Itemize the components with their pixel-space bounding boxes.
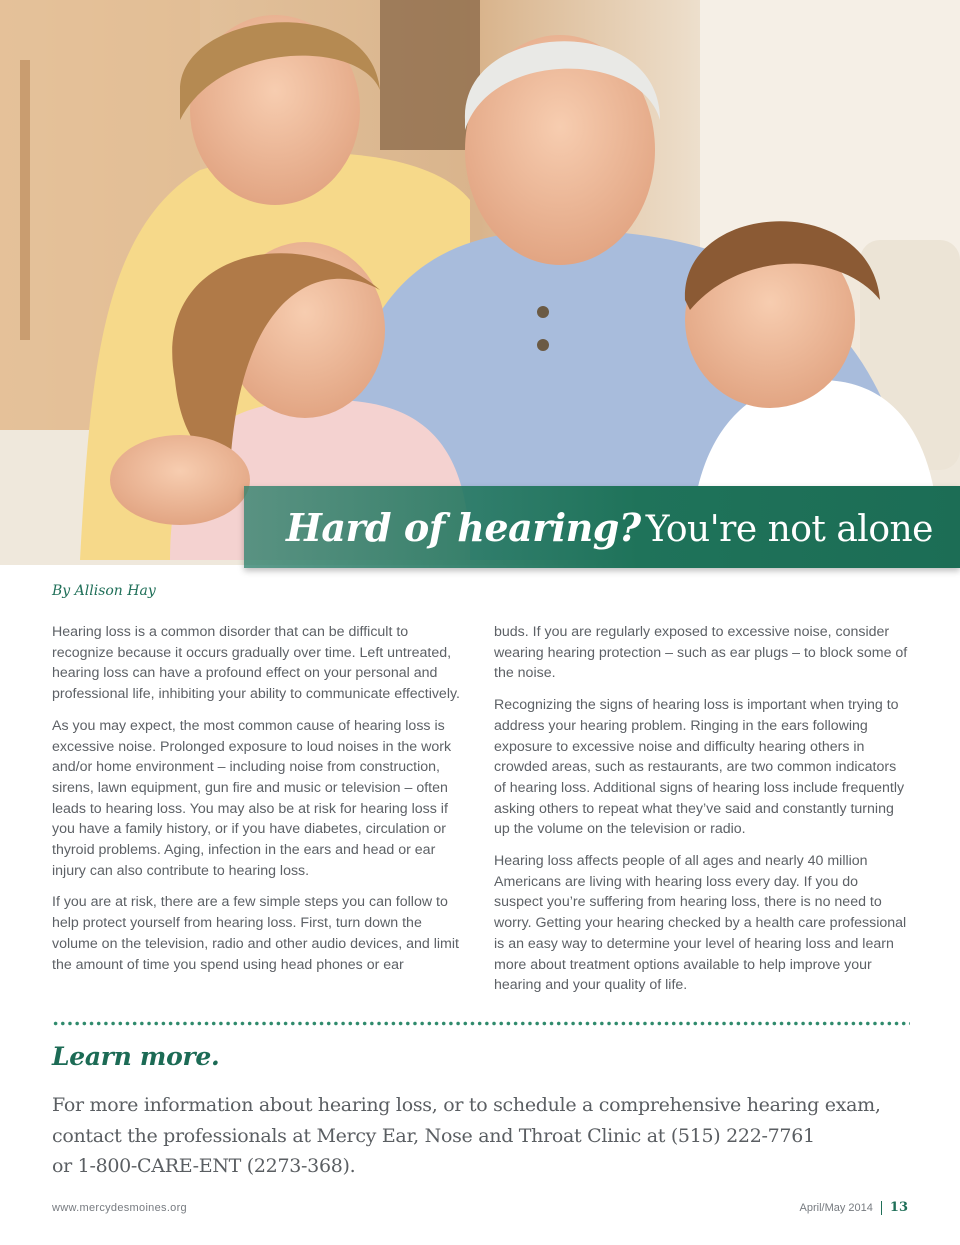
footer-issue-info [800,1200,908,1215]
headline-light: You're not alone [645,509,933,550]
paragraph: Hearing loss is a common disorder that can be difficult to recognize because it occurs gradually over time. Left untreated, hearing loss can have a profound effect on your personal and professional life, inhibiting your ability to communicate effectively. [52,624,460,703]
article-headline [286,502,933,562]
paragraph: If you are at risk, there are a few simple steps you can follow to help protect yourself from hearing loss. First, turn down the volume on the television, radio and other audio devices, and limit the amount of time you spend using head phones or ear [52,894,459,973]
learn-more-body [52,1090,912,1182]
footer-separator [881,1201,882,1215]
article-column-left [52,622,467,986]
hero-photo [0,0,960,565]
footer-url[interactable]: www.mercydesmoines.org [52,1202,187,1214]
headline-bold: Hard of hearing? [286,505,641,550]
article-column-right [494,622,910,1007]
byline: By Allison Hay [52,583,156,599]
issue-date: April/May 2014 [799,1201,873,1214]
paragraph: Hearing loss affects people of all ages and nearly 40 million Americans are living with hearing loss every day. If you do suspect you’re suffering from hearing loss, there is no need to worry. Getting your hearing checked by a health care professional is an easy way to determine your level of hearing loss and learn more about treatment options available to help improve your hearing and your quality of life. [494,853,907,994]
paragraph: buds. If you are regularly exposed to excessive noise, consider wearing hearing protection – such as ear plugs – to block some of the noise. [494,624,908,682]
dotted-divider [52,1021,910,1026]
paragraph: Recognizing the signs of hearing loss is important when trying to address your hearing problem. Ringing in the ears following exposure to excessive noise and difficulty hearing others in crowded areas, such as restaurants, are two common indicators of hearing loss. Additional signs of hearing loss include frequently asking others to repeat what they’ve said and constantly turning up the volume on the television or radio. [494,697,905,838]
paragraph: As you may expect, the most common cause of hearing loss is excessive noise. Prolonged exposure to loud noises in the work and/or home environment – including noise from construction, sirens, lawn equipment, gun fire and music or television – often leads to hearing loss. You may also be at risk for hearing loss if you have a family history, or if you have diabetes, circulation or thyroid problems. Aging, infection in the ears and head or ear injury can also contribute to hearing loss. [52,717,452,879]
learn-more-line: or 1-800-CARE-ENT (2273-368). [52,1155,356,1177]
page-number: 13 [889,1200,908,1215]
learn-more-title: Learn more. [52,1042,220,1071]
learn-more-line: For more information about hearing loss, or to schedule a comprehensive hearing exam, [52,1094,881,1116]
learn-more-line: contact the professionals at Mercy Ear, Nose and Throat Clinic at (515) 222-7761 [52,1124,815,1147]
